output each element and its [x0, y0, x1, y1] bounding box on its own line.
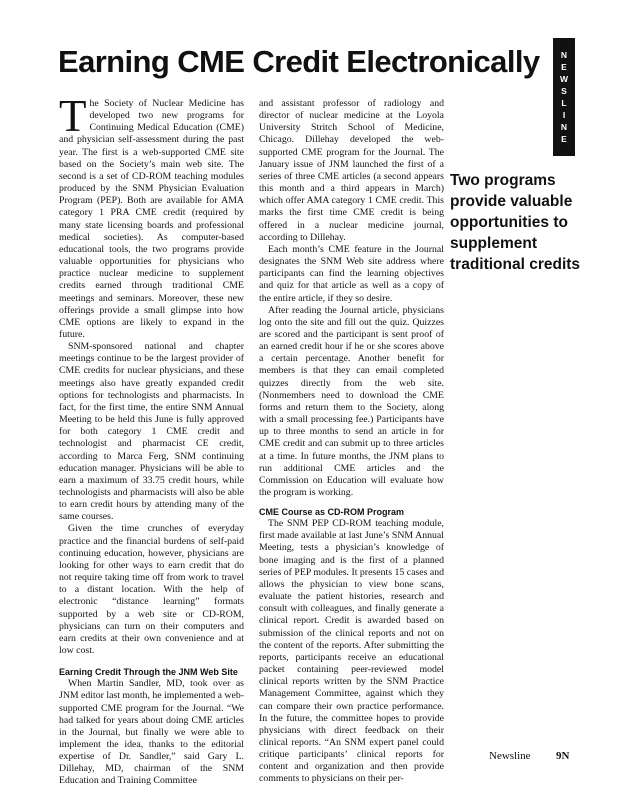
paragraph: Each month’s CME feature in the Journal designates the SNM Web site address where participants can find the learning objectives and quiz for that article as well as a copy of the entire article, if they so desire. — [259, 243, 444, 304]
tab-letter: N — [560, 50, 568, 60]
footer-page-number: 9N — [556, 750, 570, 762]
subhead-jnm-web-site: Earning Credit Through the JNM Web Site — [59, 667, 238, 678]
paragraph: SNM-sponsored national and chapter meetings continue to be the largest provider of CME credits for nuclear physicians, and these meetings also have greatly expanded credit options for technologists and pharmacists. In fact, for the first time, the entire SNM Annual Meeting to be held this June is fully approved for both category 1 CME credit and technologist and pharmacist CE credit, according to Marca Ferg, SNM continuing education manager. Physicians will be able to earn a maximum of 33.75 credit hours, while technologists and pharmacists will also be able to earn credit hours by attending many of the same courses. — [59, 341, 244, 523]
article-column-2 — [259, 98, 444, 786]
article-column-1 — [59, 91, 245, 788]
paragraph: The SNM PEP CD-ROM teaching module, first made available at last June’s SNM Annual Meeting, tests a physician’s knowledge of bone imaging and is the first of a planned series of PEP modules. It presents 15 cases and allows the physician to view bone scans, evaluate the patient histories, research and consult with colleagues, and finally generate a clinical report. Credit is awarded based on submission of the clinical reports and not on the content of the reports. After submitting the reports, participants receive an educational packet containing peer-reviewed model clinical reports written by the SNM Practice Management Committee, against which they can compare their own practice performance. In the future, the committee hopes to provide physicians with direct feedback on their clinical reports. “An SNM expert panel could critique participants’ clinical reports for content and organization and then provide comments to physicians on their per- — [259, 518, 444, 785]
subhead-cd-rom-program: CME Course as CD-ROM Program — [259, 507, 405, 518]
paragraph — [59, 91, 244, 341]
tab-letter: E — [561, 134, 567, 144]
footer-section-name: Newsline — [489, 750, 531, 762]
tab-letter: I — [562, 110, 566, 120]
pull-quote: Two programs provide valuable opportunities to supplement traditional credits — [450, 172, 581, 273]
paragraph-text: he Society of Nuclear Medicine has developed two new programs for Continuing Medical Education (CME) and physician self-assessment during the past year. The first is a web-supported CME site based on the Society’s main web site. The second is a set of CD-ROM teaching modules produced by the SNM Physician Evaluation Program (PEP). Both are available for AMA category 1 PRA CME credit (required by many state licensing boards and professional medical societies). As computer-based educational tools, the two programs provide valuable opportunities for physicians who practice nuclear medicine to supplement credits earned through traditional CME meetings and seminars. Moreover, these new offerings provide a small glimpse into how CME options are likely to expand in the future. — [59, 98, 244, 340]
tab-letter: N — [560, 122, 568, 132]
paragraph: When Martin Sandler, MD, took over as JNM editor last month, he implemented a web-supported CME program for the Journal. “We had talked for years about doing CME articles in the Journal, but finally we were able to implement the idea, thanks to the editorial expertise of Dr. Sandler,” said Gary L. Dillehay, MD, chairman of the SNM Education and Training Committee — [59, 678, 245, 787]
article-title: Earning CME Credit Electronically — [58, 44, 540, 79]
tab-letter: E — [561, 62, 567, 72]
paragraph: and assistant professor of radiology and director of nuclear medicine at the Loyola University Stritch School of Medicine, Chicago. Dillehay developed the web-supported CME program for the Journal. The January issue of JNM launched the first of a series of three CME articles (a second appears this month and a third appears in March) which offer AMA category 1 CME credit. This marks the first time CME credit is being offered in a nuclear medicine journal, according to Dillehay. — [259, 98, 444, 243]
section-tab-newsline — [553, 38, 575, 156]
tab-letter: S — [561, 86, 567, 96]
drop-cap: T — [59, 91, 87, 141]
tab-letter: L — [561, 98, 567, 108]
paragraph: Given the time crunches of everyday practice and the financial burdens of self-paid continuing education, however, physicians are looking for other ways to earn credit that do not require taking time off from work to travel to a distant location. With the help of electronic “distance learning” formats supported by a web site or CD-ROM, physicians can turn on their computers and earn credits at their own convenience and at low cost. — [59, 523, 244, 657]
paragraph: After reading the Journal article, physicians log onto the site and fill out the quiz. Quizzes are scored and the participant is sent proof of an earned credit hour if he or she scores above a certain percentage. Another benefit for members is that they can email completed quizzes directly from the web site. (Nonmembers need to download the CME forms and return them to the Society, along with a small processing fee.) Participants have up to three months to send an article in for CME credit and can submit up to three articles at a time. In future months, the JNM plans to run additional CME articles and the Commission on Education will evaluate how the program is working. — [259, 304, 444, 498]
tab-letter: W — [559, 74, 569, 84]
